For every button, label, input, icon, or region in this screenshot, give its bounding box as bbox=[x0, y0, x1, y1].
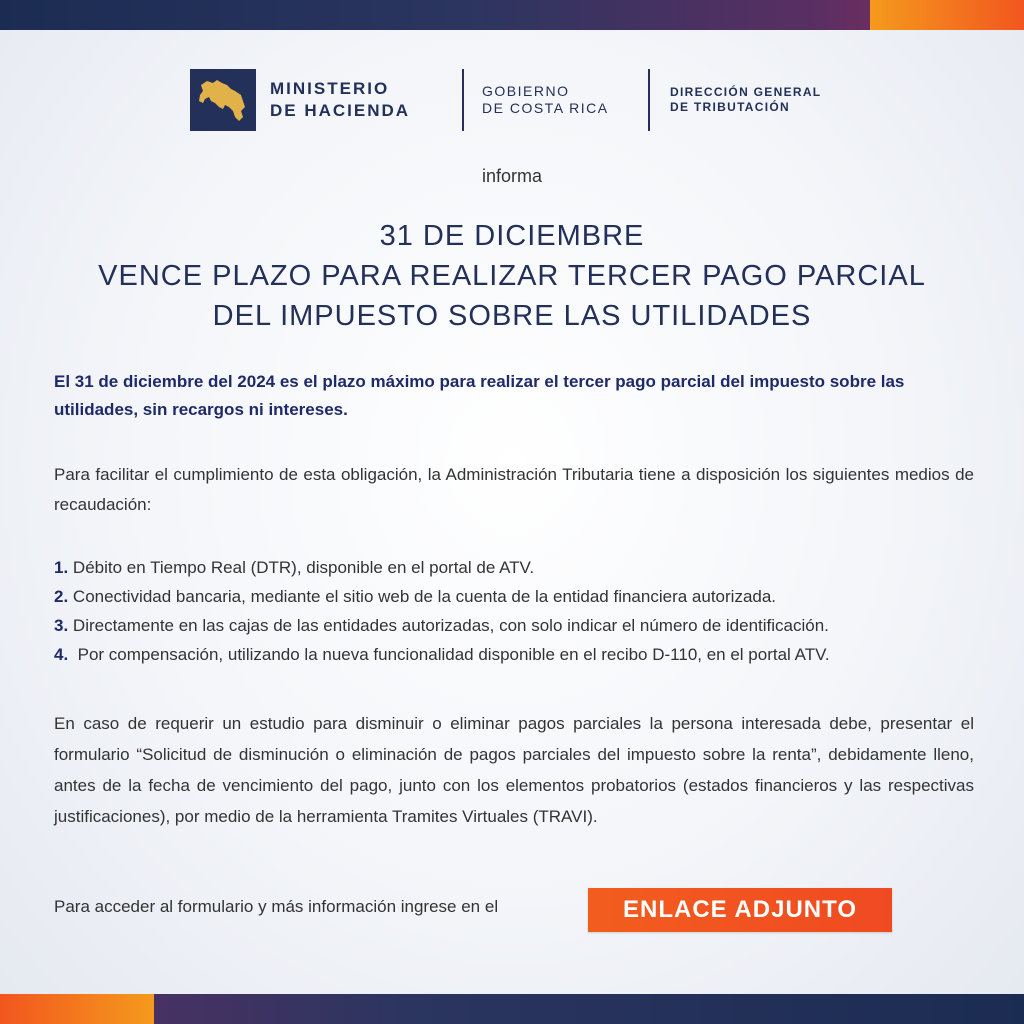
list-number: 1. bbox=[54, 558, 69, 577]
bottom-gradient-bar bbox=[0, 994, 1024, 1024]
lead-paragraph: El 31 de diciembre del 2024 es el plazo máximo para realizar el tercer pago parcial del impuesto sobre las utilidades, sin recargos ni intereses. bbox=[54, 372, 905, 419]
ministry-name bbox=[270, 78, 440, 122]
header bbox=[190, 68, 870, 132]
government-name bbox=[482, 83, 632, 117]
ministry-line1: MINISTERIO bbox=[270, 79, 390, 98]
gob-line2: DE COSTA RICA bbox=[482, 100, 609, 116]
title-line1: 31 DE DICIEMBRE bbox=[379, 220, 645, 252]
list-item bbox=[54, 640, 984, 669]
top-orange-accent bbox=[870, 0, 1024, 30]
page-title bbox=[0, 216, 1024, 336]
attached-link-button[interactable]: ENLACE ADJUNTO bbox=[588, 888, 892, 932]
list-text: Débito en Tiempo Real (DTR), disponible en el portal de ATV. bbox=[68, 558, 535, 577]
direction-name bbox=[670, 85, 870, 115]
top-gradient-bar bbox=[0, 0, 1024, 30]
gob-line1: GOBIERNO bbox=[482, 83, 570, 99]
footer-text: Para acceder al formulario y más información ingrese en el bbox=[54, 897, 499, 916]
list-number: 3. bbox=[54, 616, 69, 635]
informa-label: informa bbox=[481, 166, 543, 186]
intro-paragraph: Para facilitar el cumplimiento de esta obligación, la Administración Tributaria tiene a disposición los siguientes medios de recaudación: bbox=[54, 465, 974, 514]
list-item bbox=[54, 611, 984, 640]
header-divider bbox=[462, 69, 464, 131]
title-line2: VENCE PLAZO PARA REALIZAR TERCER PAGO PARCIAL bbox=[98, 260, 926, 292]
payment-methods-list bbox=[54, 553, 984, 669]
title-line3: DEL IMPUESTO SOBRE LAS UTILIDADES bbox=[212, 300, 812, 332]
bottom-orange-accent bbox=[0, 994, 154, 1024]
ministry-line2: DE HACIENDA bbox=[270, 101, 411, 120]
list-item bbox=[54, 553, 984, 582]
study-paragraph: En caso de requerir un estudio para disminuir o eliminar pagos parciales la persona interesada debe, presentar el formulario “Solicitud de disminución o eliminación de pagos parciales del impuesto sobre la renta”, debidamente lleno, antes de la fecha de vencimiento del pago, junto con los elementos probatorios (estados financieros y las respectivas justificaciones), por medio de la herramienta Tramites Virtuales (TRAVI). bbox=[54, 714, 974, 826]
list-text: Directamente en las cajas de las entidades autorizadas, con solo indicar el número de identificación. bbox=[68, 616, 829, 635]
dgt-line1: DIRECCIÓN GENERAL bbox=[670, 85, 822, 99]
ministry-logo bbox=[190, 69, 256, 131]
list-number: 4. bbox=[54, 645, 69, 664]
list-item bbox=[54, 582, 984, 611]
list-text: Conectividad bancaria, mediante el sitio web de la cuenta de la entidad financiera autorizada. bbox=[68, 587, 777, 606]
costa-rica-map-icon bbox=[197, 77, 249, 123]
dgt-line2: DE TRIBUTACIÓN bbox=[670, 100, 790, 114]
list-text: Por compensación, utilizando la nueva funcionalidad disponible en el recibo D-110, en el portal ATV. bbox=[68, 645, 830, 664]
header-divider bbox=[648, 69, 650, 131]
list-number: 2. bbox=[54, 587, 69, 606]
